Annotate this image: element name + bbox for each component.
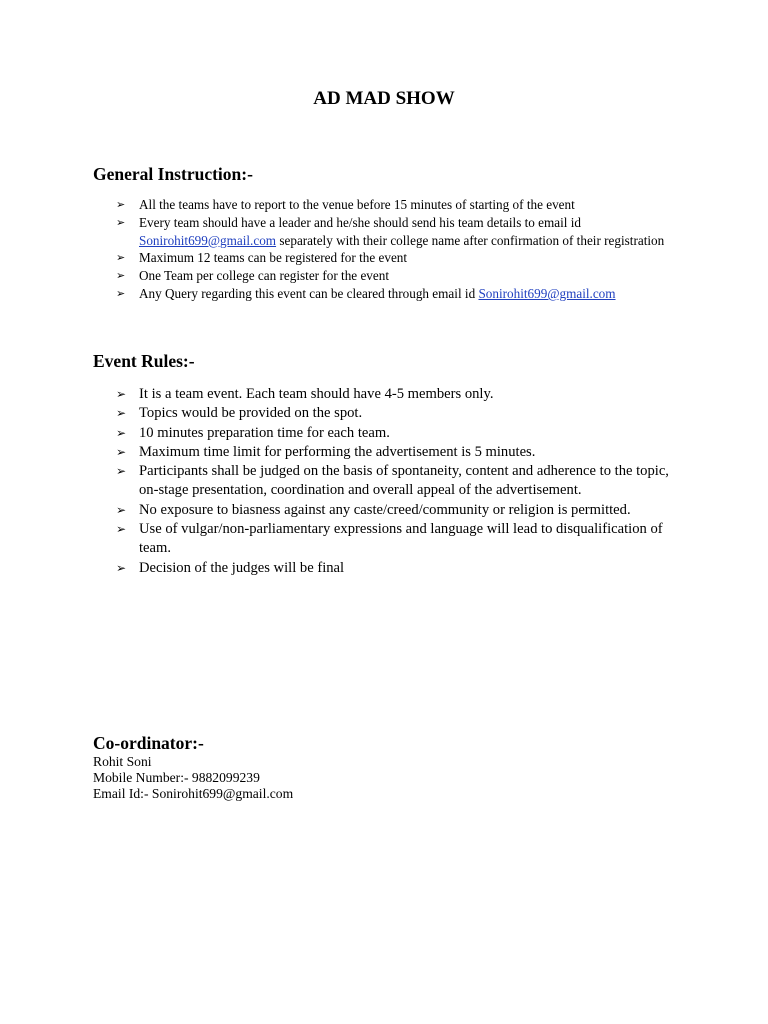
rule-text: Topics would be provided on the spot. [139, 405, 363, 422]
rule-text: Use of vulgar/non-parliamentary expressions and language will lead to disqualification of team. [139, 521, 663, 557]
list-item [0, 385, 679, 404]
arrow-bullet-icon: ➢ [116, 215, 126, 229]
event-rules-list [0, 385, 679, 578]
rule-text: Decision of the judges will be final [139, 559, 345, 576]
arrow-bullet-icon: ➢ [116, 251, 126, 265]
email-link[interactable]: Sonirohit699@gmail.com [139, 232, 277, 248]
rule-text: It is a team event. Each team should have 4-5 members only. [139, 386, 494, 402]
list-item [0, 424, 679, 443]
arrow-bullet-icon: ➢ [116, 425, 127, 440]
list-item [0, 267, 679, 285]
arrow-bullet-icon: ➢ [116, 198, 126, 211]
coordinator-name: Rohit Soni [93, 754, 152, 769]
list-item [0, 285, 679, 303]
coordinator-mobile: Mobile Number:- 9882099239 [93, 770, 260, 785]
instruction-text: separately with their college name after confirmation of their registration [276, 232, 665, 248]
arrow-bullet-icon: ➢ [116, 269, 126, 283]
list-item [0, 559, 679, 578]
arrow-bullet-icon: ➢ [116, 387, 127, 401]
rule-text: No exposure to biasness against any caste/creed/community or religion is permitted. [139, 501, 631, 518]
general-instruction-heading: General Instruction:- [93, 164, 253, 184]
coordinator-email: Email Id:- Sonirohit699@gmail.com [93, 786, 294, 801]
event-rules-heading: Event Rules:- [93, 351, 195, 371]
list-item [0, 214, 679, 250]
arrow-bullet-icon: ➢ [116, 286, 126, 300]
list-item [0, 443, 679, 462]
arrow-bullet-icon: ➢ [116, 444, 127, 459]
instruction-text: Every team should have a leader and he/she should send his team details to email id [139, 214, 582, 230]
email-link[interactable]: Sonirohit699@gmail.com [478, 285, 616, 301]
arrow-bullet-icon: ➢ [116, 560, 127, 575]
list-item [0, 404, 679, 423]
instruction-text: All the teams have to report to the venue before 15 minutes of starting of the event [139, 197, 575, 212]
list-item [0, 462, 679, 501]
arrow-bullet-icon: ➢ [116, 522, 127, 537]
list-item [0, 196, 679, 214]
coordinator-heading: Co-ordinator:- [93, 733, 204, 753]
arrow-bullet-icon: ➢ [116, 464, 127, 479]
list-item [0, 249, 679, 267]
rule-text: 10 minutes preparation time for each team. [139, 424, 390, 441]
page-title: AD MAD SHOW [313, 88, 455, 109]
instruction-text: One Team per college can register for the event [139, 268, 390, 284]
list-item [0, 520, 679, 559]
instruction-text: Maximum 12 teams can be registered for the event [139, 250, 408, 266]
list-item [0, 501, 679, 520]
arrow-bullet-icon: ➢ [116, 406, 127, 421]
arrow-bullet-icon: ➢ [116, 502, 127, 517]
general-instruction-list [0, 196, 679, 303]
rule-text: Maximum time limit for performing the advertisement is 5 minutes. [139, 443, 536, 460]
instruction-text: Any Query regarding this event can be cleared through email id [139, 285, 479, 301]
rule-text: Participants shall be judged on the basis of spontaneity, content and adherence to the topic, on-stage presentation, coordination and overall appeal of the advertisement. [139, 463, 669, 499]
